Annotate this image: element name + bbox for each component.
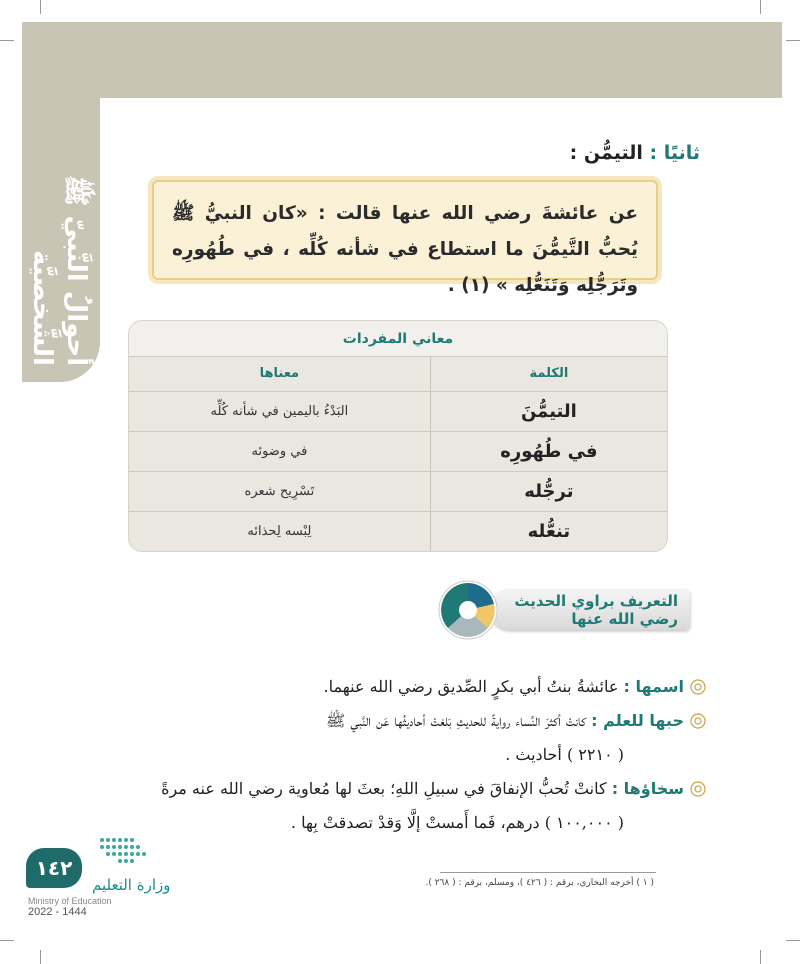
vocab-word: تنعُّله	[430, 511, 667, 551]
footnote: ( ١ ) أخرجه البخاري، برقم : ( ٤٢٦ )، ومسلم، برقم : ( ٢٦٨ ).	[425, 878, 654, 888]
table-row	[129, 391, 667, 431]
vocabulary-header-row	[129, 357, 667, 391]
pie-emblem-icon	[438, 580, 498, 640]
crop-mark	[0, 40, 14, 41]
table-row	[129, 431, 667, 471]
flower-bullet-icon	[690, 679, 706, 695]
vocabulary-grid	[129, 357, 667, 551]
section-heading	[570, 142, 700, 164]
vocab-meaning: في وضوئه	[129, 431, 430, 471]
crop-mark	[40, 0, 41, 14]
list-item	[146, 670, 706, 704]
crop-mark	[786, 940, 800, 941]
crop-mark	[786, 40, 800, 41]
narrator-banner-bar	[490, 590, 690, 630]
table-row	[129, 511, 667, 551]
flower-bullet-icon	[690, 713, 706, 729]
vocabulary-title: معاني المفردات	[129, 321, 667, 357]
vocab-word: في طُهُورِه	[430, 431, 667, 471]
page-number: ١٤٢	[35, 856, 73, 880]
chapter-title-text: أحوالُ النَّبيّ ﷺ الشَّخصيَّة	[27, 174, 91, 366]
vocab-meaning: البَدْءُ باليمين في شأنه كُلِّه	[129, 391, 430, 431]
section-title: التيمُّن :	[569, 142, 643, 164]
crop-mark	[760, 0, 761, 14]
vocab-word: ترجُّله	[430, 471, 667, 511]
ministry-logo-icon	[96, 830, 156, 870]
info-label: سخاؤها :	[611, 779, 684, 798]
section-number: ثانيًا :	[649, 142, 700, 164]
ministry-name-english: Ministry of Education	[28, 896, 112, 906]
narrator-banner	[438, 580, 690, 640]
crop-mark	[0, 940, 14, 941]
narrator-banner-text: التعريف براوي الحديث رضي الله عنها	[514, 592, 678, 628]
header-band	[22, 22, 782, 98]
vocab-meaning: لِبْسه لِحذائه	[247, 523, 312, 539]
hadith-box	[152, 180, 658, 296]
crop-mark	[760, 950, 761, 964]
ministry-name-arabic: وزارة التعليم	[92, 876, 171, 894]
column-header-meaning: معناها	[129, 357, 430, 391]
info-text: كانتْ أكثرَ النِّساء روايةً للحديثِ بَلغتْ أحاديثُها عَن النَّبي ﷺ	[326, 711, 587, 730]
info-label: اسمها :	[623, 677, 684, 696]
vocab-word: التيمُّنَ	[430, 391, 667, 431]
narrator-info	[146, 670, 706, 840]
column-header-word: الكلمة	[430, 357, 667, 391]
chapter-title	[28, 96, 94, 366]
info-label: حبها للعلم :	[591, 711, 684, 730]
list-item	[146, 772, 706, 840]
edition-year: 2022 - 1444	[28, 906, 87, 918]
table-row	[129, 471, 667, 511]
list-item	[146, 704, 706, 772]
info-continuation: ( ٢٢١٠ ) أحاديث .	[505, 745, 624, 764]
footnote-divider	[440, 872, 656, 873]
crop-mark	[40, 950, 41, 964]
vocabulary-table	[128, 320, 668, 552]
hadith-text: عن عائشةَ رضي الله عنها قالت : «كان النبيُّ ﷺ يُحبُّ التَّيمُّنَ ما استطاع في شأنه كُلِّه ، في طُهُورِه وتَرَجُّلِه وَتَنَعُّلِه » (١) .	[172, 203, 638, 296]
vocab-meaning: تَسْرِيح شعره	[129, 471, 430, 511]
page-number-badge	[26, 848, 82, 888]
flower-bullet-icon	[690, 781, 706, 797]
info-text: كانتْ تُحبُّ الإنفاقَ في سبيلِ اللهِ؛ بعثَ لها مُعاوية رضي الله عنه مرةً	[161, 779, 607, 798]
info-continuation: ( ١٠٠,٠٠٠ ) درهم، فَما أَمستْ إلَّا وَقدْ تصدقتْ بِها .	[290, 813, 624, 832]
info-text: عائشةُ بنتُ أبي بكرٍ الصِّديق رضي الله عنهما.	[323, 677, 619, 696]
